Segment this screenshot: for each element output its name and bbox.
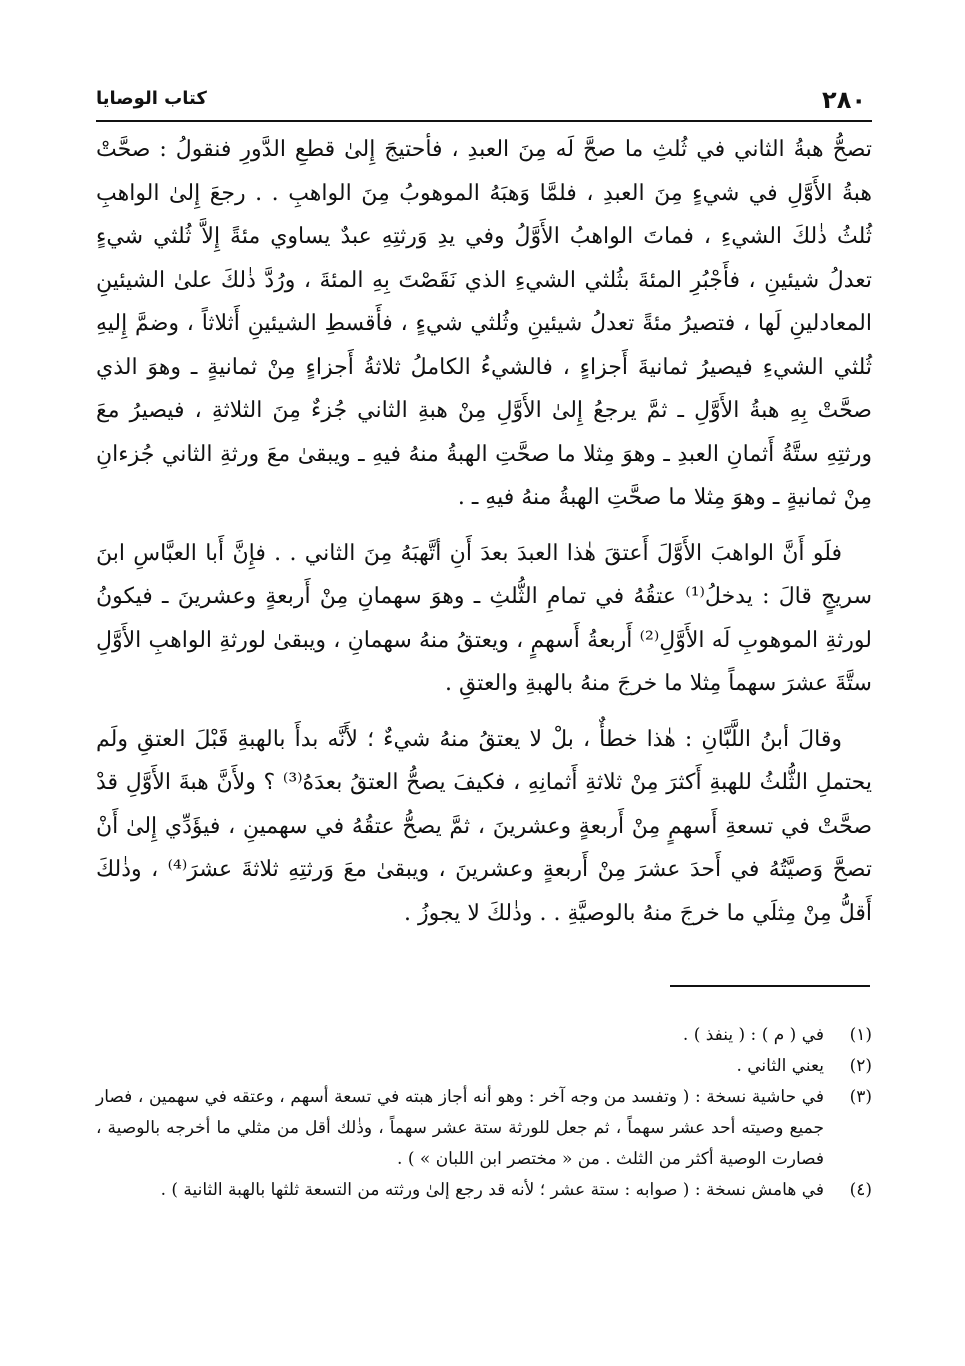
running-title: كتاب الوصايا	[96, 88, 207, 109]
footnote-number: (٤)	[849, 1180, 872, 1200]
footnote-number: (٣)	[849, 1087, 872, 1107]
paragraph-3: وقالَ أبنُ اللَّبَّانِ : هٰذا خطأٌ ، بلْ لا يعتقُ منهُ شيءٌ ؛ لأَنَّه بدأَ بالهبةِ قَبْلَ العتقِ ولَم يحتملِ الثُّلثُ للهبةِ أَكثرَ مِنْ ثلاثةِ أَثمانِهِ ، فكيفَ يصحُّ العتقُ بعدَهُ⁽³⁾ ؟ ولأَنَّ هبةَ الأَوَّلِ قدْ صحَّتْ في تسعةِ أَسهمٍ مِنْ أَربعةٍ وعشرينَ ، ثمَّ يصحُّ عتقُهُ في سهمينِ ، فيؤَدِّي إِلىٰ أَنْ تصحَّ وَصيَّتُهُ في أَحدَ عشرَ مِنْ أَربعةٍ وعشرينَ ، ويبقىٰ معَ وَرثتِهِ ثلاثةَ عشرَ⁽⁴⁾ ، وذٰلكَ أَقلُّ مِنْ مِثلَي ما خرجَ منهُ بالوصيَّةِ . . وذٰلكَ لا يجوزُ .	[96, 726, 873, 926]
footnote-text: في هامش نسخة : ( صوابه : ستة عشر ؛ لأنه قد رجع إلىٰ ورثته من التسعة ثلثها بالهبة الثانية ) .	[160, 1180, 824, 1200]
footnote-text: في حاشية نسخة : ( وتفسد من وجه آخر : وهو أنه أجاز هبته في تسعة أسهم ، وعتقه في سهمين ، فصار جميع وصيته أحد عشر سهماً ، ثم جعل للورثة ستة عشر سهماً ، وذٰلك أقل من مثلي ما أخرجه بالوصية ، فصارت الوصية أكثر من الثلث . من « مختصر ابن اللبان » ) .	[96, 1087, 824, 1169]
footnote	[96, 1082, 872, 1175]
footnote	[96, 1020, 872, 1051]
footnotes	[96, 1020, 872, 1206]
page-header	[96, 86, 866, 116]
footnote-text: في ( م ) : ( ينفذ ) .	[682, 1025, 824, 1045]
header-rule	[96, 120, 872, 122]
page-number: ٢٨٠	[822, 86, 866, 114]
footnote	[96, 1051, 872, 1082]
footnote-text: يعني الثاني .	[736, 1056, 824, 1076]
footnote-separator	[670, 985, 870, 987]
footnote	[96, 1175, 872, 1206]
footnote-number: (٢)	[849, 1056, 872, 1076]
main-text	[96, 128, 872, 935]
footnote-number: (١)	[849, 1025, 872, 1045]
paragraph-1: تصحُّ هبةُ الثاني في ثُلثِ ما صحَّ لَه مِنَ العبدِ ، فأحتيجَ إِلىٰ قطعِ الدَّورِ فنقولُ : صحَّتْ هبةُ الأَوَّلِ في شيءٍ مِنَ العبدِ ، فلمَّا وَهبَهُ الموهوبُ مِنَ الواهبِ . . رجعَ إِلىٰ الواهبِ ثُلثُ ذٰلكَ الشيءِ ، فماتَ الواهبُ الأَوَّلُ وفي يدِ وَرثتِهِ عبدٌ يساوي مئةً إِلاَّ ثُلثي شيءٍ تعدلُ شيئينِ ، فأَجْبُرِ المئةَ بثُلثي الشيءِ الذي نَقَصْتَ بِهِ المئةَ ، ورُدَّ ذٰلكَ علىٰ الشيئينِ المعادلينِ لَها ، فتصيرُ مئةً تعدلُ شيئينِ وثُلثي شيءٍ ، فأَقسطِ الشيئينِ أَثلاثاً ، وضمَّ إِليهِ ثُلثي الشيءِ فيصيرُ ثمانيةَ أَجزاءٍ ، فالشيءُ الكاملُ ثلاثةُ أَجزاءٍ مِنْ ثمانيةٍ ـ وهوَ الذي صحَّتْ بِهِ هبةُ الأَوَّلِ ـ ثمَّ يرجعُ إِلىٰ الأَوَّلِ مِنْ هبةِ الثاني جُزءٌ مِنَ الثلاثةِ ، فيصيرُ معَ ورثتِهِ ستَّةُ أَثمانِ العبدِ ـ وهوَ مِثلا ما صحَّتِ الهبةُ منهُ فيهِ ـ ويبقىٰ معَ ورثةِ الثاني جُزءانِ مِنْ ثمانيةٍ ـ وهوَ مِثلا ما صحَّتِ الهبةُ منهُ فيهِ ـ .	[96, 137, 872, 510]
paragraph-2: فلَو أَنَّ الواهبَ الأَوَّلَ أَعتقَ هٰذا العبدَ بعدَ أَنِ أتَّهبَهُ مِنَ الثاني . . فإِنَّ أَبا العبَّاسِ ابنَ سريجٍ قالَ : يدخلُ⁽¹⁾ عتقُهُ في تمامِ الثُّلثِ ـ وهوَ سهمانِ مِنْ أَربعةٍ وعشرينَ ـ فيكونُ لورثةِ الموهوبِ لَه الأَوَّلِ⁽²⁾ أَربعةُ أَسهمٍ ، ويعتقُ منهُ سهمانِ ، ويبقىٰ لورثةِ الواهبِ الأَوَّلِ ستَّةَ عشرَ سهماً مِثلا ما خرجَ منهُ بالهبةِ والعتقِ .	[96, 540, 873, 696]
